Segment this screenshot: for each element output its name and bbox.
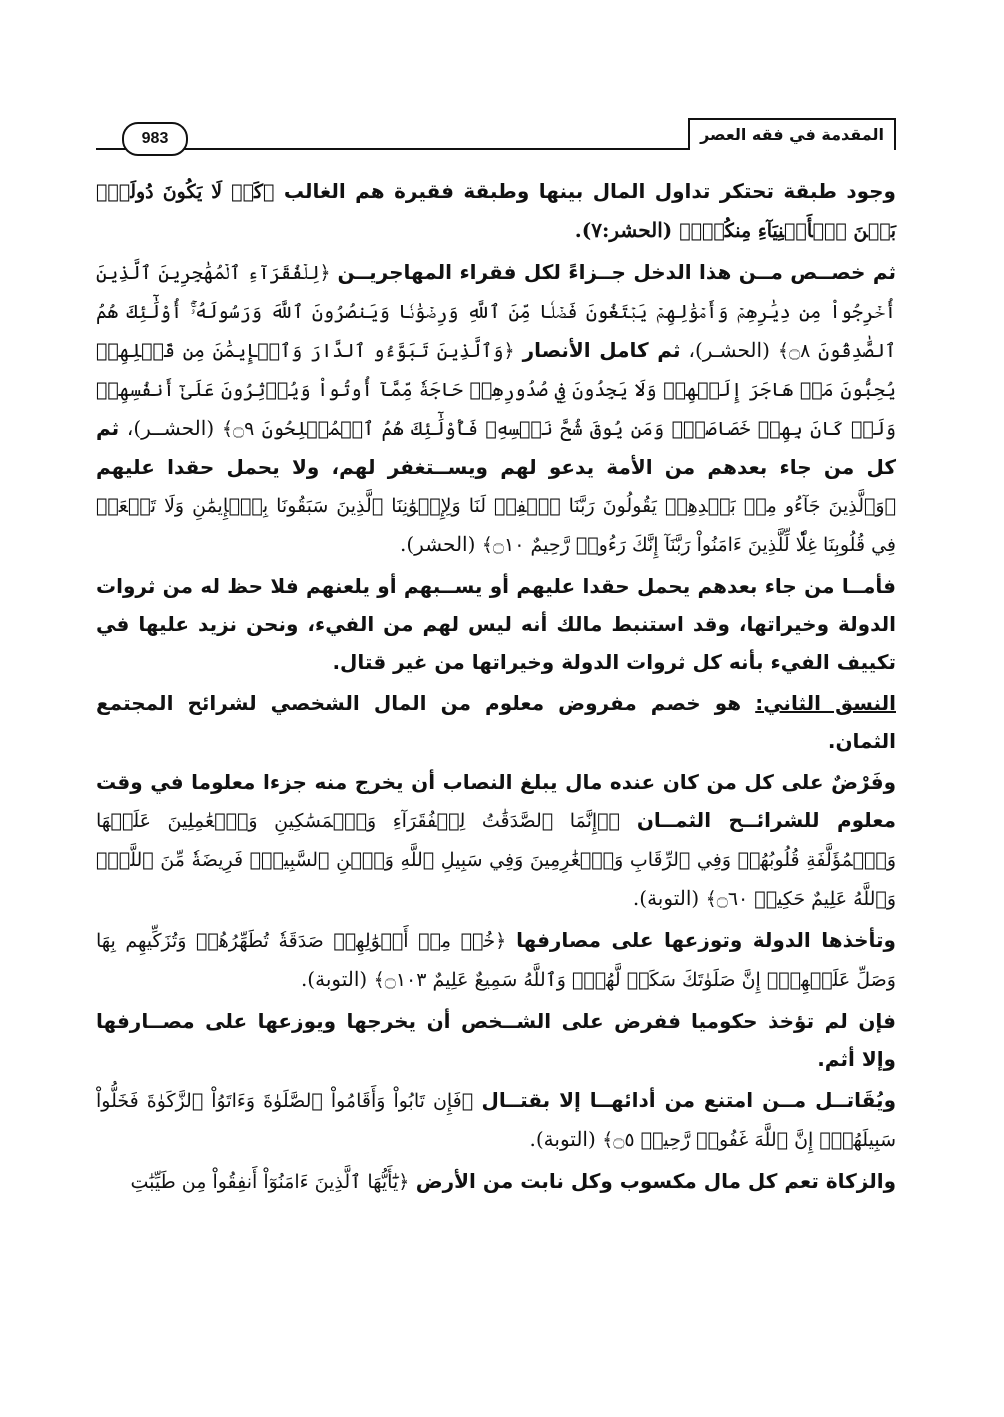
paragraph: وجود طبقة تحتكر تداول المال بينها وطبقة فقيرة هم الغالب ﴿كَيۡ لَا يَكُونَ دُولَةَۢ بَيۡنَ ٱلۡأَغۡنِيَآءِ مِنكُمۡۚ﴾ (الحشر:٧). (96, 179, 896, 242)
surah-reference: (التوبة). (300, 967, 368, 991)
page-body (96, 172, 896, 1204)
paragraph: وتأخذها الدولة وتوزعها على مصارفها ﴿خُذۡ مِنۡ أَمۡوَٰلِهِمۡ صَدَقَةٗ تُطَهِّرُهُمۡ وَتُزَكِّيهِم بِهَا وَصَلِّ عَلَيۡهِمۡۖ إِنَّ صَلَوٰتَكَ سَكَنٞ لَّهُمۡۗ وَٱللَّهُ سَمِيعٌ عَلِيمٌ ۝١٠٣﴾ (التوبة). (96, 928, 896, 991)
surah-reference: (الحشر). (400, 532, 476, 556)
quran-verse: ﴿خُذۡ مِنۡ أَمۡوَٰلِهِمۡ صَدَقَةٗ تُطَهِّرُهُمۡ وَتُزَكِّيهِم بِهَا وَصَلِّ عَلَيۡهِمۡۖ إِنَّ صَلَوٰتَكَ سَكَنٞ لَّهُمۡۗ وَٱللَّهُ سَمِيعٌ عَلِيمٌ ۝١٠٣﴾ (96, 930, 896, 991)
quran-verse: ﴿كَيۡ لَا يَكُونَ دُولَةَۢ بَيۡنَ ٱلۡأَغۡنِيَآءِ مِنكُمۡۚ﴾ (96, 181, 896, 242)
quran-verse: ﴿يَٰٓأَيُّهَا ٱلَّذِينَ ءَامَنُوٓاْ أَنفِقُواْ مِن طَيِّبَٰتِ (130, 1171, 410, 1193)
quran-verse: ﴿وَٱلَّذِينَ تَبَوَّءُو ٱلدَّارَ وَٱلۡإِيمَٰنَ مِن قَبۡلِهِمۡ يُحِبُّونَ مَنۡ هَاجَرَ إِلَيۡهِمۡ وَلَا يَجِدُونَ فِي صُدُورِهِمۡ حَاجَةٗ مِّمَّآ أُوتُواْ وَيُؤۡثِرُونَ عَلَىٰٓ أَنفُسِهِمۡ وَلَوۡ كَانَ بِهِمۡ خَصَاصَةٞۚ وَمَن يُوقَ شُحَّ نَفۡسِهِۦ فَأُوْلَٰٓئِكَ هُمُ ٱلۡمُفۡلِحُونَ ۝٩﴾ (96, 340, 897, 440)
paragraph: وفَرْضٌ على كل من كان عنده مال يبلغ النصاب أن يخرج منه جزءا معلوما في وقت معلوم للشرائــح الثمــان ﴿۞إِنَّمَا ٱلصَّدَقَٰتُ لِلۡفُقَرَآءِ وَٱلۡمَسَٰكِينِ وَٱلۡعَٰمِلِينَ عَلَيۡهَا وَٱلۡمُؤَلَّفَةِ قُلُوبُهُمۡ وَفِي ٱلرِّقَابِ وَٱلۡغَٰرِمِينَ وَفِي سَبِيلِ ٱللَّهِ وَٱبۡنِ ٱلسَّبِيلِۖ فَرِيضَةٗ مِّنَ ٱللَّهِۗ وَٱللَّهُ عَلِيمٌ حَكِيمٞ ۝٦٠﴾ (التوبة). (96, 770, 897, 910)
paragraph: والزكاة تعم كل مال مكسوب وكل نابت من الأرض ﴿يَٰٓأَيُّهَا ٱلَّذِينَ ءَامَنُوٓاْ أَنفِقُواْ مِن طَيِّبَٰتِ (130, 1169, 896, 1193)
quran-verse: ﴿۞إِنَّمَا ٱلصَّدَقَٰتُ لِلۡفُقَرَآءِ وَٱلۡمَسَٰكِينِ وَٱلۡعَٰمِلِينَ عَلَيۡهَا وَٱلۡمُؤَلَّفَةِ قُلُوبُهُمۡ وَفِي ٱلرِّقَابِ وَٱلۡغَٰرِمِينَ وَفِي سَبِيلِ ٱللَّهِ وَٱبۡنِ ٱلسَّبِيلِۖ فَرِيضَةٗ مِّنَ ٱللَّهِۗ وَٱللَّهُ عَلِيمٌ حَكِيمٞ ۝٦٠﴾ (96, 810, 896, 910)
quran-verse: ﴿فَإِن تَابُواْ وَأَقَامُواْ ٱلصَّلَوٰةَ وَءَاتَوُاْ ٱلزَّكَوٰةَ فَخَلُّواْ سَبِيلَهُمۡۚ إِنَّ ٱللَّهَ غَفُورٞ رَّحِيمٞ ۝٥﴾ (96, 1090, 896, 1151)
paragraph: ثم خصــص مــن هذا الدخل جــزاءً لكل فقراء المهاجريــن ﴿لِلۡفُقَرَآءِ ٱلۡمُهَٰجِرِينَ ٱلَّذِينَ أُخۡرِجُواْ مِن دِيَٰرِهِمۡ وَأَمۡوَٰلِهِمۡ يَبۡتَغُونَ فَضۡلٗا مِّنَ ٱللَّهِ وَرِضۡوَٰنٗا وَيَنصُرُونَ ٱللَّهَ وَرَسُولَهُۥٓۚ أُوْلَٰٓئِكَ هُمُ ٱلصَّٰدِقُونَ ۝٨﴾ (الحشـر)، ثم كامل الأنصار ﴿وَٱلَّذِينَ تَبَوَّءُو ٱلدَّارَ وَٱلۡإِيمَٰنَ مِن قَبۡلِهِمۡ يُحِبُّونَ مَنۡ هَاجَرَ إِلَيۡهِمۡ وَلَا يَجِدُونَ فِي صُدُورِهِمۡ حَاجَةٗ مِّمَّآ أُوتُواْ وَيُؤۡثِرُونَ عَلَىٰٓ أَنفُسِهِمۡ وَلَوۡ كَانَ بِهِمۡ خَصَاصَةٞۚ وَمَن يُوقَ شُحَّ نَفۡسِهِۦ فَأُوْلَٰٓئِكَ هُمُ ٱلۡمُفۡلِحُونَ ۝٩﴾ (الحشــر)، ثم كل من جاء بعدهم من الأمة يدعو لهم ويســتغفر لهم، ولا يحمل حقدا عليهم ﴿وَٱلَّذِينَ جَآءُو مِنۢ بَعۡدِهِمۡ يَقُولُونَ رَبَّنَا ٱغۡفِرۡ لَنَا وَلِإِخۡوَٰنِنَا ٱلَّذِينَ سَبَقُونَا بِٱلۡإِيمَٰنِ وَلَا تَجۡعَلۡ فِي قُلُوبِنَا غِلّٗا لِّلَّذِينَ ءَامَنُواْ رَبَّنَآ إِنَّكَ رَءُوفٞ رَّحِيمٌ ۝١٠﴾ (الحشر). (96, 260, 897, 556)
surah-reference: (التوبة). (529, 1127, 596, 1151)
surah-reference: (التوبة). (632, 886, 700, 910)
surah-reference: (الحشــر)، (126, 416, 215, 440)
book-title: المقدمة في فقه العصر (688, 118, 896, 150)
paragraph: فإن لم تؤخذ حكوميا ففرض على الشــخص أن يخرجها ويوزعها على مصــارفها وإلا أثم. (96, 1009, 897, 1071)
quran-verse: ﴿وَٱلَّذِينَ جَآءُو مِنۢ بَعۡدِهِمۡ يَقُولُونَ رَبَّنَا ٱغۡفِرۡ لَنَا وَلِإِخۡوَٰنِنَا ٱلَّذِينَ سَبَقُونَا بِٱلۡإِيمَٰنِ وَلَا تَجۡعَلۡ فِي قُلُوبِنَا غِلّٗا لِّلَّذِينَ ءَامَنُواْ رَبَّنَآ إِنَّكَ رَءُوفٞ رَّحِيمٌ ۝١٠﴾ (96, 495, 896, 556)
section-label: النسق الثاني: (755, 691, 896, 715)
surah-reference: (الحشـر)، (688, 338, 770, 362)
paragraph: النسق الثاني: هو خصم مفروض معلوم من المال الشخصي لشرائح المجتمع الثمان. (96, 691, 896, 753)
page-number: 983 (122, 122, 188, 156)
surah-reference: (الحشر:٧). (574, 218, 673, 242)
paragraph: ويُقَاتــل مــن امتنع من أدائهــا إلا بقتــال ﴿فَإِن تَابُواْ وَأَقَامُواْ ٱلصَّلَوٰةَ وَءَاتَوُاْ ٱلزَّكَوٰةَ فَخَلُّواْ سَبِيلَهُمۡۚ إِنَّ ٱللَّهَ غَفُورٞ رَّحِيمٞ ۝٥﴾ (التوبة). (96, 1088, 896, 1151)
quran-verse: ﴿لِلۡفُقَرَآءِ ٱلۡمُهَٰجِرِينَ ٱلَّذِينَ أُخۡرِجُواْ مِن دِيَٰرِهِمۡ وَأَمۡوَٰلِهِمۡ يَبۡتَغُونَ فَضۡلٗا مِّنَ ٱللَّهِ وَرِضۡوَٰنٗا وَيَنصُرُونَ ٱللَّهَ وَرَسُولَهُۥٓۚ أُوْلَٰٓئِكَ هُمُ ٱلصَّٰدِقُونَ ۝٨﴾ (96, 262, 897, 362)
page-header (96, 118, 896, 150)
paragraph: فأمــا من جاء بعدهم يحمل حقدا عليهم أو يســبهم أو يلعنهم فلا حظ له من ثروات الدولة وخيراتها، وقد استنبط مالك أنه ليس لهم من الفيء، ونحن نزيد عليها في تكييف الفيء بأنه كل ثروات الدولة وخيراتها من غير قتال. (96, 574, 896, 674)
